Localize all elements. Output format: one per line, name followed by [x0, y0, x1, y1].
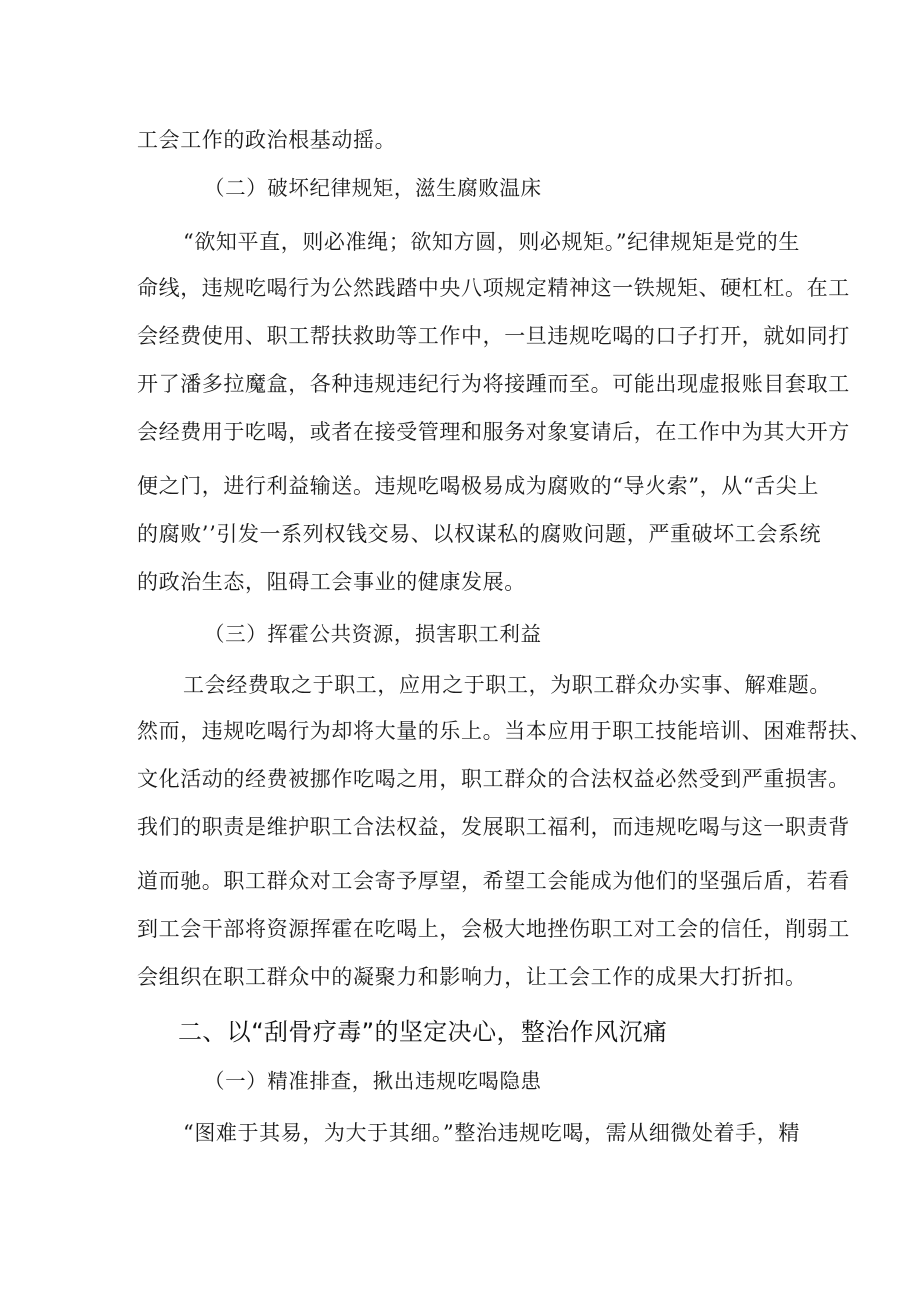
- paragraph-line: 的腐败’’引发一系列权钱交易、以权谋私的腐败问题，严重破坏工会系统: [137, 522, 822, 546]
- subsection-heading: （二）破坏纪律规矩，滋生腐败温床: [204, 176, 542, 200]
- paragraph-line: 到工会干部将资源挥霍在吃喝上，会极大地挫伤职工对工会的信任，削弱工: [137, 917, 850, 941]
- subsection-heading: （三）挥霍公共资源，损害职工利益: [204, 622, 542, 646]
- paragraph-line: 命线，违规吃喝行为公然践踏中央八项规定精神这一铁规矩、硬杠杠。在工: [137, 276, 850, 300]
- paragraph-line: 会经费使用、职工帮扶救助等工作中，一旦违规吃喝的口子打开，就如同打: [137, 324, 850, 348]
- paragraph-line: 我们的职责是维护职工合法权益，发展职工福利，而违规吃喝与这一职责背: [137, 815, 850, 839]
- paragraph-line: 然而，违规吃喝行为却将大量的乐上。当本应用于职工技能培训、困难帮扶、: [137, 719, 872, 743]
- paragraph-line: 开了潘多拉魔盒，各种违规违纪行为将接踵而至。可能出现虚报账目套取工: [137, 372, 850, 396]
- paragraph-line: 工会工作的政治根基动摇。: [137, 128, 397, 152]
- paragraph-line: 道而驰。职工群众对工会寄予厚望，希望工会能成为他们的坚强后盾，若看: [137, 869, 850, 893]
- paragraph-line: 文化活动的经费被挪作吃喝之用，职工群众的合法权益必然受到严重损害。: [137, 767, 850, 791]
- paragraph-line: 工会经费取之于职工，应用之于职工，为职工群众办实事、解难题。: [183, 673, 831, 697]
- paragraph-line: 的政治生态，阻碍工会事业的健康发展。: [137, 570, 526, 594]
- paragraph-line: “欲知平直，则必准绳；欲知方圆，则必规矩。”纪律规矩是党的生: [183, 230, 800, 254]
- section-heading: 二、以“刮骨疗毒”的坚定决心，整治作风沉痛: [178, 1018, 668, 1046]
- paragraph-line: 便之门，进行利益输送。违规吃喝极易成为腐败的“导火索”，从“舌尖上: [137, 474, 820, 498]
- paragraph-line: 会经费用于吃喝，或者在接受管理和服务对象宴请后，在工作中为其大开方: [137, 420, 850, 444]
- paragraph-line: 会组织在职工群众中的凝聚力和影响力，让工会工作的成果大打折扣。: [137, 965, 807, 989]
- subsection-heading: （一）精准排查，揪出违规吃喝隐患: [204, 1069, 542, 1093]
- paragraph-line: “图难于其易，为大于其细。”整治违规吃喝，需从细微处着手，精: [183, 1121, 800, 1145]
